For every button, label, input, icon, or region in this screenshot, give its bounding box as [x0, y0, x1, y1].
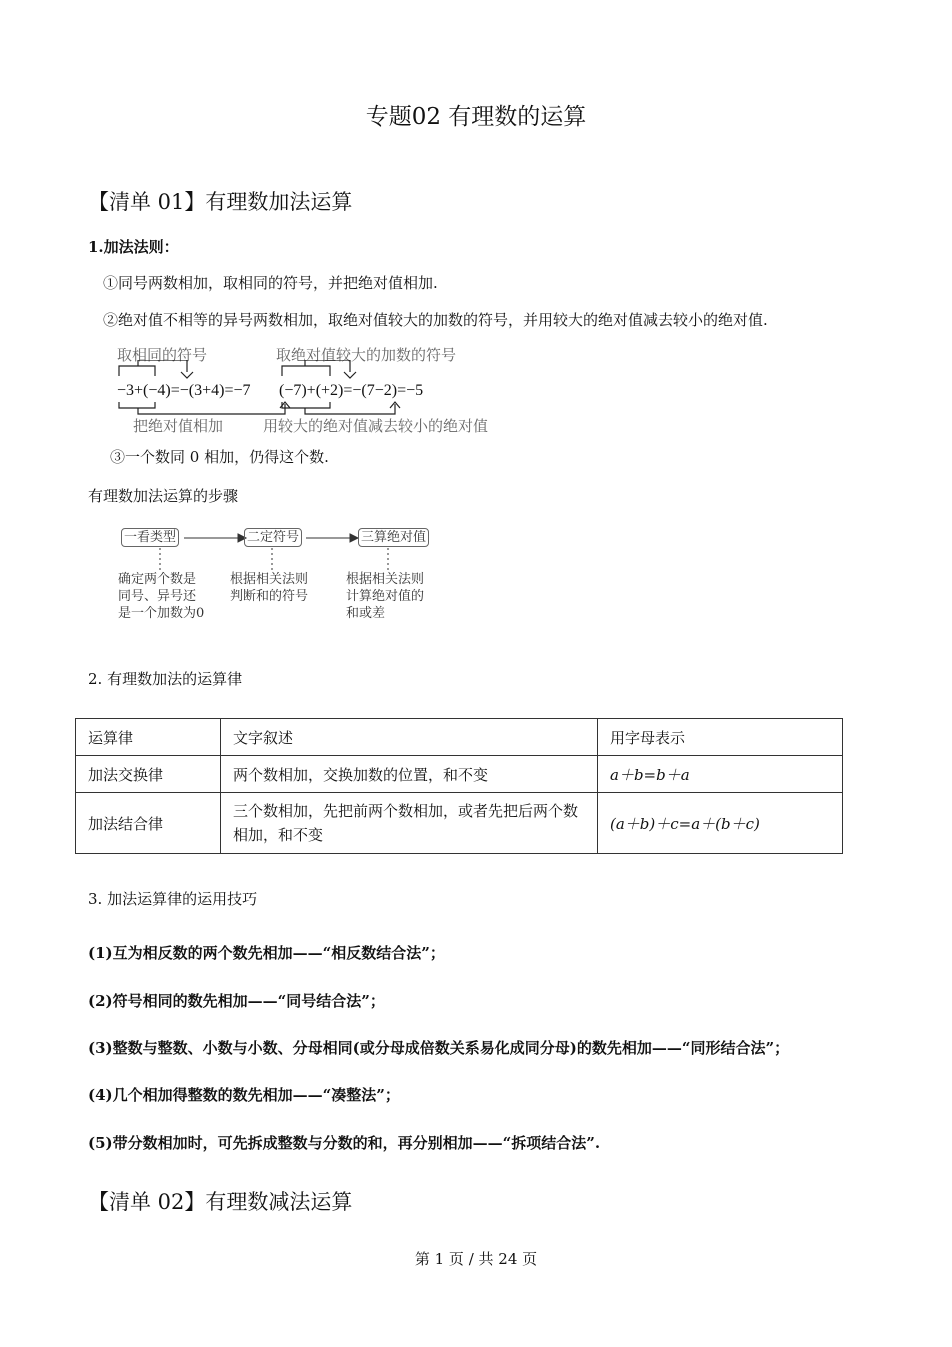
- step-note-3: 根据相关法则 计算绝对值的 和或差: [346, 572, 425, 621]
- equation-left: −3+(−4)=−(3+4)=−7: [117, 382, 251, 399]
- tip-4: (4)几个相加得整数的数先相加——“凑整法”；: [88, 1086, 400, 1104]
- table-row: 加法结合律 三个数相加，先把前两个数相加，或者先把后两个数相加，和不变 (a＋b)＋c=a＋(b＋c): [76, 793, 843, 854]
- law-heading: 2. 有理数加法的运算律: [88, 670, 243, 688]
- table-header-row: 运算律 文字叙述 用字母表示: [76, 719, 843, 756]
- tip-5: (5)带分数相加时，可先拆成整数与分数的和，再分别相加——“拆项结合法”.: [88, 1134, 601, 1152]
- tip-3: (3)整数与整数、小数与小数、分母相同(或分母成倍数关系易化成同分母)的数先相加——“同形结合法”；: [88, 1039, 790, 1057]
- tip-2: (2)符号相同的数先相加——“同号结合法”；: [88, 992, 385, 1010]
- equation-right: (−7)+(+2)=−(7−2)=−5: [279, 382, 424, 399]
- step-box-3: 三算绝对值: [358, 528, 429, 547]
- figure-label: 用较大的绝对值减去较小的绝对值: [263, 417, 489, 435]
- step-box-1: 一看类型: [121, 528, 179, 547]
- step-note-2: 根据相关法则 判断和的符号: [230, 572, 309, 604]
- table-row: 加法交换律 两个数相加，交换加数的位置，和不变 a＋b=b＋a: [76, 756, 843, 793]
- rule-3: ③一个数同 0 相加，仍得这个数.: [110, 448, 329, 466]
- section-heading-1: 【清单 01】有理数加法运算: [88, 190, 353, 214]
- figure-label: 取绝对值较大的加数的符号: [276, 346, 457, 364]
- page-footer: 第 1 页 / 共 24 页: [414, 1250, 538, 1268]
- tip-1: (1)互为相反数的两个数先相加——“相反数结合法”；: [88, 944, 445, 962]
- figure-label: 把绝对值相加: [133, 417, 224, 435]
- law-table: [75, 718, 843, 854]
- rule-1: ①同号两数相加，取相同的符号，并把绝对值相加.: [103, 274, 438, 292]
- tips-heading: 3. 加法运算律的运用技巧: [88, 890, 258, 908]
- step-note-1: 确定两个数是 同号、异号还 是一个加数为0: [118, 572, 205, 621]
- page-title: 专题02 有理数的运算: [365, 104, 587, 130]
- step-box-2: 二定符号: [244, 528, 302, 547]
- steps-title: 有理数加法运算的步骤: [88, 487, 239, 505]
- figure-label: 取相同的符号: [117, 346, 208, 364]
- rule-heading: 1.加法法则：: [88, 238, 179, 256]
- rule-2: ②绝对值不相等的异号两数相加，取绝对值较大的加数的符号，并用较大的绝对值减去较小的绝对值.: [103, 311, 768, 329]
- section-heading-2: 【清单 02】有理数减法运算: [88, 1190, 353, 1214]
